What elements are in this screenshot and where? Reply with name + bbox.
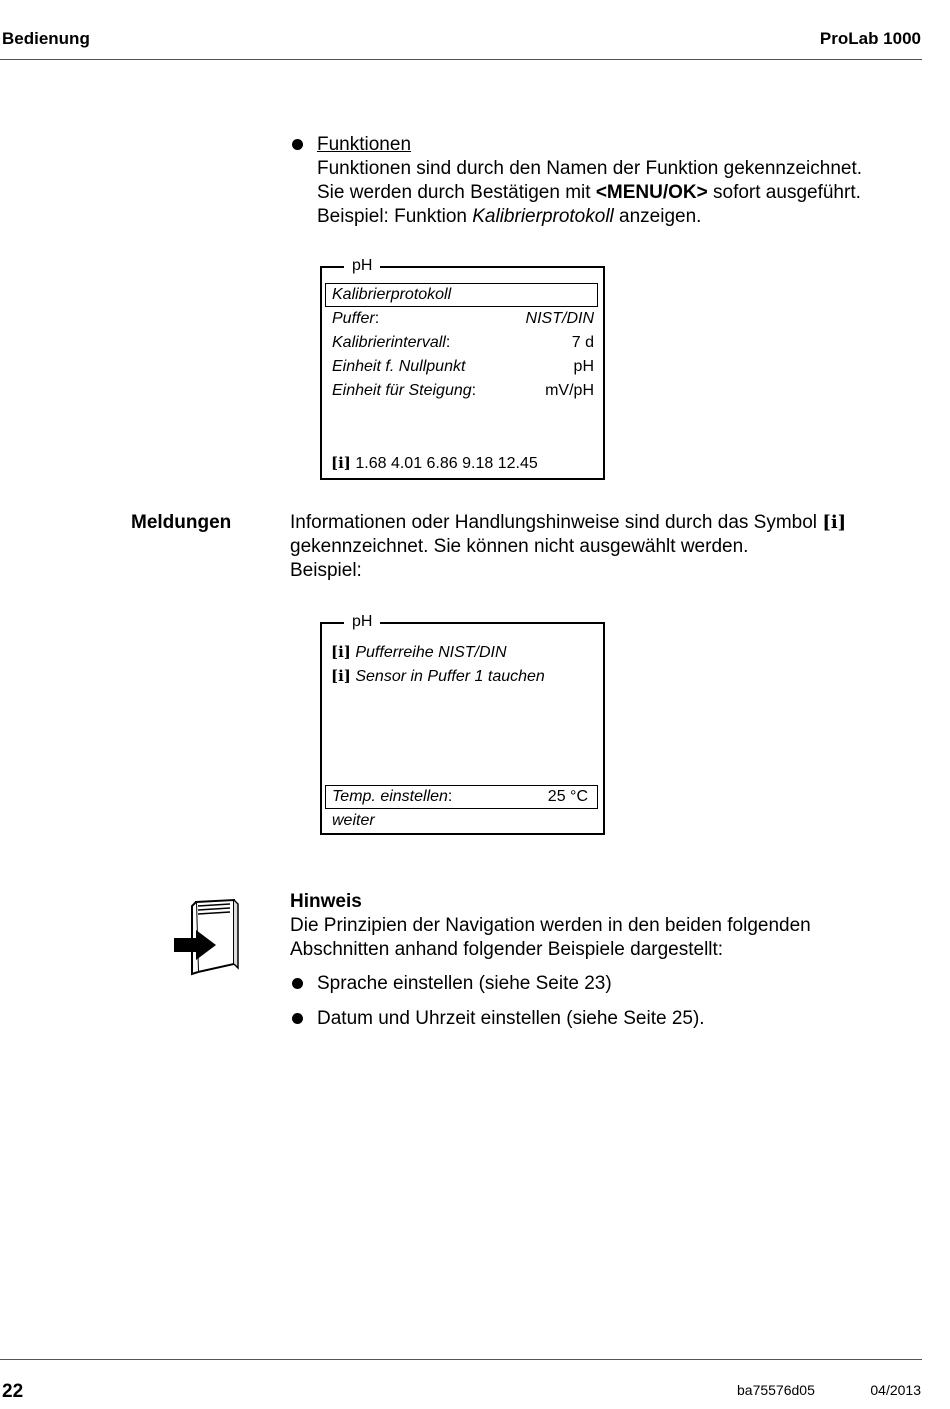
- messages-line1-text: Informationen oder Handlungshinweise sind durch das Symbol: [290, 512, 823, 533]
- row-value: 7 d: [571, 334, 594, 351]
- page-number: 22: [2, 1381, 24, 1402]
- row-label: Kalibrierintervall: [332, 334, 446, 351]
- info-icon: [i]: [331, 454, 351, 472]
- bullet-dot: [292, 978, 303, 989]
- info-icon: [i]: [331, 667, 351, 685]
- screen-row-slope-unit: [332, 381, 594, 401]
- functions-title: Funktionen: [317, 134, 412, 155]
- header-section-title: Bedienung: [2, 29, 90, 48]
- bullet-dot: [292, 139, 303, 150]
- book-arrow-icon: [170, 896, 242, 976]
- display-screen-messages: [320, 613, 605, 835]
- functions-line1: Funktionen sind durch den Namen der Funktion gekennzeichnet.: [317, 158, 863, 179]
- function-name: Kalibrierprotokoll: [472, 206, 614, 227]
- header-product-name: ProLab 1000: [819, 29, 921, 48]
- messages-line2: gekennzeichnet. Sie können nicht ausgewählt werden.: [290, 536, 749, 557]
- note-block: [290, 890, 811, 962]
- row-value: NIST/DIN: [525, 310, 594, 327]
- note-title: Hinweis: [290, 891, 362, 912]
- note-line2: Abschnitten anhand folgender Beispiele dargestellt:: [290, 939, 724, 960]
- screen-row-interval: [332, 333, 594, 353]
- note-line1: Die Prinzipien der Navigation werden in den beiden folgenden: [290, 915, 811, 936]
- row-colon: :: [445, 334, 451, 351]
- menu-item-calibration-log[interactable]: Kalibrierprotokoll: [332, 286, 452, 303]
- document-id: ba75576d05: [737, 1382, 815, 1398]
- messages-block: [290, 511, 846, 583]
- screen-title: pH: [344, 257, 380, 275]
- functions-block: [317, 133, 862, 229]
- row-value: 25 °C: [547, 788, 588, 805]
- functions-line2-end: sofort ausgeführt.: [707, 182, 861, 203]
- display-screen-calibration: [320, 257, 605, 480]
- menu-item-continue[interactable]: weiter: [332, 812, 375, 829]
- functions-line3: [317, 205, 862, 229]
- side-label-messages: Meldungen: [131, 512, 232, 533]
- footer-rule: [0, 1359, 922, 1360]
- bullet-dot: [292, 1013, 303, 1024]
- row-colon: :: [471, 382, 477, 399]
- menu-item-set-temperature[interactable]: [332, 787, 588, 807]
- screen-row-zero-unit: [332, 357, 594, 377]
- note-bullet-1: Sprache einstellen (siehe Seite 23): [317, 973, 612, 994]
- row-label: Einheit für Steigung: [332, 382, 472, 399]
- header-rule: [0, 59, 922, 60]
- buffer-values: 1.68 4.01 6.86 9.18 12.45: [355, 455, 538, 472]
- functions-line2: [317, 181, 862, 205]
- menu-ok-key: <MENU/OK>: [595, 182, 708, 203]
- message-text: Pufferreihe NIST/DIN: [355, 644, 507, 661]
- functions-line2-text: Sie werden durch Bestätigen mit: [317, 182, 596, 203]
- row-value: mV/pH: [545, 382, 594, 399]
- document-date: 04/2013: [870, 1382, 921, 1398]
- messages-line1: [290, 511, 846, 535]
- screen-row-buffer: [332, 309, 594, 329]
- functions-line3-text: Beispiel: Funktion: [317, 206, 473, 227]
- functions-line3-end: anzeigen.: [613, 206, 702, 227]
- row-label: Puffer: [332, 310, 375, 327]
- note-bullet-2: Datum und Uhrzeit einstellen (siehe Seite 25).: [317, 1008, 705, 1029]
- screen-title: pH: [344, 613, 380, 631]
- message-text: Sensor in Puffer 1 tauchen: [355, 668, 545, 685]
- info-icon: [i]: [822, 512, 847, 533]
- row-colon: :: [374, 310, 380, 327]
- screen-info-line: [331, 453, 593, 474]
- messages-line3: Beispiel:: [290, 560, 362, 581]
- screen-message-1: [331, 642, 593, 663]
- row-value: pH: [573, 358, 594, 375]
- screen-message-2: [331, 666, 593, 687]
- row-label: Temp. einstellen: [332, 788, 448, 805]
- info-icon: [i]: [331, 643, 351, 661]
- row-label: Einheit f. Nullpunkt: [332, 358, 466, 375]
- row-colon: :: [447, 788, 453, 805]
